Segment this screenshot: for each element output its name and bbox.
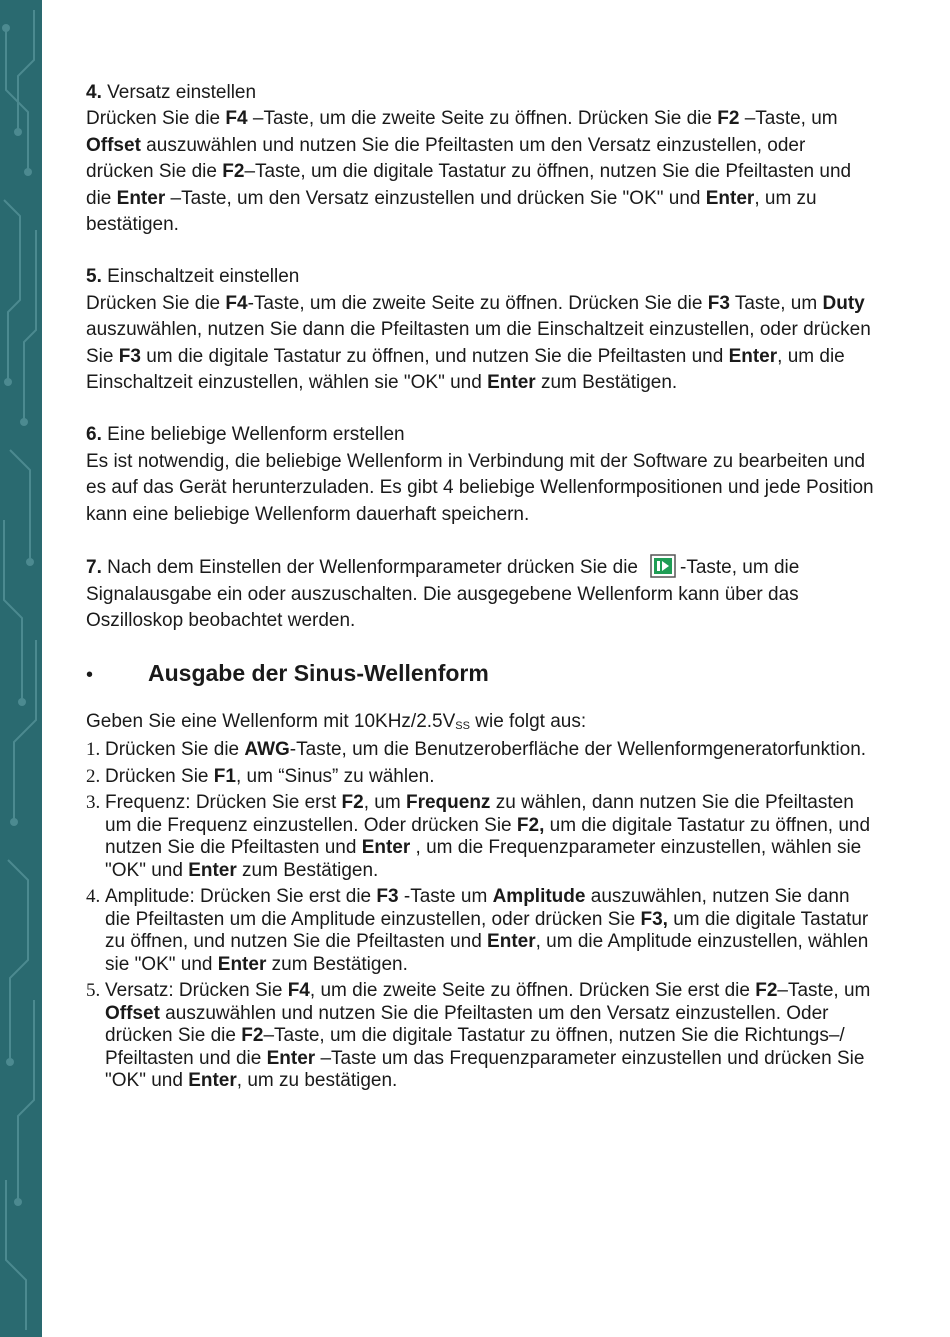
section-title: 6. Eine beliebige Wellenform erstellen xyxy=(86,424,405,446)
section-body: Es ist notwendig, die beliebige Wellenform in Verbindung mit der Software zu bearbeiten und es auf das Gerät herunterzuladen. Es gibt 4 beliebige Wellenformpositionen und jede Position kann eine beliebige Wellenform dauerhaft speichern. xyxy=(86,450,874,525)
list-item: 2. Drücken Sie F1, um “Sinus” zu wählen. xyxy=(86,765,435,787)
output-play-key-icon xyxy=(650,554,676,578)
list-item: 1. Drücken Sie die AWG-Taste, um die Benutzeroberfläche der Wellenformgeneratorfunktion. xyxy=(86,739,867,761)
document-body xyxy=(86,80,876,1097)
list-item: 5. Versatz: Drücken Sie F4, um die zweite Seite zu öffnen. Drücken Sie erst die F2–Taste, um Offset auszuwählen und nutzen Sie die Pfeiltasten um den Versatz einzustellen. Oder drücken Sie die F2–Taste, um die digitale Tastatur zu öffnen, nutzen Sie die Richtungs–/ Pfeiltasten und die Enter –Taste um das Frequenzparameter einzustellen und drücken Sie "OK" und Enter, um zu bestätigen. xyxy=(86,980,871,1092)
section-arbitrary-waveform xyxy=(86,422,876,528)
section-output-toggle xyxy=(86,554,876,634)
section-offset xyxy=(86,80,876,238)
section-duty xyxy=(86,264,876,396)
section-body: Drücken Sie die F4-Taste, um die zweite Seite zu öffnen. Drücken Sie die F3 Taste, um Duty auszuwählen, nutzen Sie dann die Pfeiltasten um die Einschaltzeit einzustellen, oder drücken Sie F3 um die digitale Tastatur zu öffnen, und nutzen Sie die Pfeiltasten und Enter, um die Einschaltzeit einzustellen, wählen sie "OK" und Enter zum Bestätigen. xyxy=(86,292,871,394)
section-title: 5. Einschaltzeit einstellen xyxy=(86,266,300,288)
section-title: 4. Versatz einstellen xyxy=(86,82,257,103)
sine-intro: Geben Sie eine Wellenform mit $10KHz/2.5V_{SS}$ wie folgt aus: xyxy=(86,710,587,732)
list-item: 4. Amplitude: Drücken Sie erst die F3 -Taste um Amplitude auszuwählen, nutzen Sie dann die Pfeiltasten um die Amplitude einzustellen, oder drücken Sie F3, um die digitale Tastatur zu öffnen, und nutzen Sie die Pfeiltasten und Enter, um die Amplitude einzustellen, wählen sie "OK" und Enter zum Bestätigen. xyxy=(86,886,869,975)
heading: Ausgabe der Sinus-Wellenform xyxy=(148,660,489,687)
bullet: • xyxy=(86,664,94,687)
section-body: Drücken Sie die F4 –Taste, um die zweite Seite zu öffnen. Drücken Sie die F2 –Taste, um Offset auszuwählen und nutzen Sie die Pfeiltasten um den Versatz einzustellen, oder drücken Sie die F2–Taste, um die digitale Tastatur zu öffnen, nutzen Sie die Pfeiltasten und die Enter –Taste, um den Versatz einzustellen und drücken Sie "OK" und Enter, um zu bestätigen. xyxy=(86,108,852,236)
sine-steps xyxy=(86,739,876,1093)
list-item: 3. Frequenz: Drücken Sie erst F2, um Frequenz zu wählen, dann nutzen Sie die Pfeiltasten um die Frequenz einzustellen. Oder drücken Sie F2, um die digitale Tastatur zu öffnen, und nutzen Sie die Pfeiltasten und Enter , um die Frequenzparameter einzustellen, wählen sie "OK" und Enter zum Bestätigen. xyxy=(86,792,871,881)
section-body: 7. Nach dem Einstellen der Wellenformparameter drücken Sie die -Taste, um die Signalausgabe ein oder auszuschalten. Die ausgegebene Wellenform kann über das Oszilloskop beobachtet werden. xyxy=(86,554,876,634)
circuit-pattern xyxy=(0,0,42,1337)
decorative-side-strip xyxy=(0,0,42,1337)
sine-heading xyxy=(86,660,876,688)
